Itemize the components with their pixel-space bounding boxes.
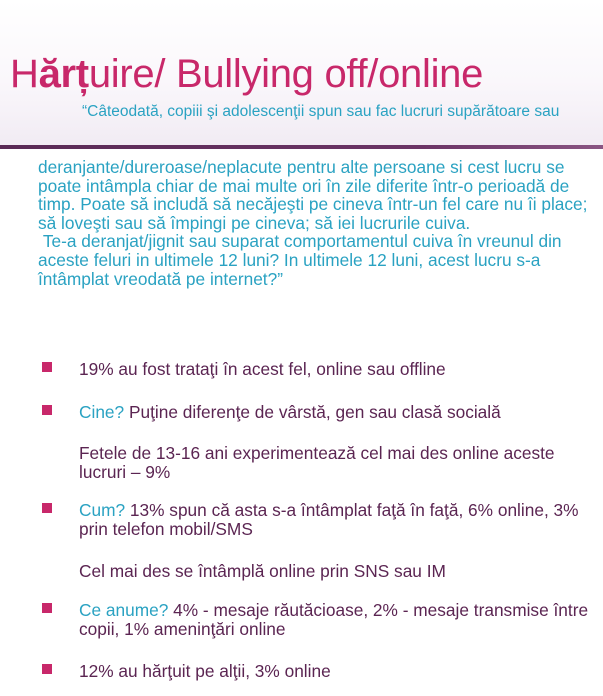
bullet-square-icon	[42, 362, 52, 372]
bullet-lead: Ce anume?	[79, 600, 169, 620]
bullet-square-icon	[42, 503, 52, 513]
title-bold-part: ărț	[38, 52, 89, 96]
bullet-text: 19% au fost trataţi în acest fel, online sau offline	[79, 359, 446, 379]
title-prefix: H	[10, 52, 39, 96]
bullet-text-container	[79, 501, 599, 538]
bullet-text: 12% au hărţuit pe alţii, 3% online	[79, 661, 331, 681]
bullet-lead: Cum?	[79, 500, 126, 520]
title-suffix: uire/ Bullying off/online	[88, 52, 484, 96]
header-divider	[0, 145, 603, 149]
bullet-lead: Cine?	[79, 402, 125, 422]
bullet-square-icon	[42, 405, 52, 415]
bullet-text-container	[79, 601, 599, 638]
survey-question-part-2: Te-a deranjat/jignit sau suparat comportamentul cuiva în vreunul din aceste feluri in ultimele 12 luni? In ultimele 12 luni, acest lucru s-a întâmplat vreodată pe internet?”	[38, 231, 567, 289]
quote-intro: “Câteodată, copiii şi adolescenţii spun sau fac lucruri supărătoare sau	[82, 103, 560, 120]
bullet-square-icon	[42, 603, 52, 613]
bullet-text: Puţine diferenţe de vârstă, gen sau clasă socială	[124, 402, 501, 422]
sub-item-channels: Cel mai des se întâmplă online prin SNS sau IM	[79, 561, 446, 581]
page-title	[10, 52, 483, 97]
bullet-text: 13% spun că asta s-a întâmplat faţă în faţă, 6% online, 3% prin telefon mobil/SMS	[79, 500, 584, 539]
bullet-square-icon	[42, 664, 52, 674]
bullet-text: 4% - mesaje răutăcioase, 2% - mesaje transmise între copii, 1% ameninţări online	[79, 600, 593, 639]
survey-question	[38, 158, 598, 288]
bullet-text-container	[79, 403, 599, 422]
survey-question-part-1: deranjante/dureroase/neplacute pentru alte persoane si cest lucru se poate intâmpla chiar de mai multe ori în zile diferite într-o perioadă de timp. Poate să includă să necăjeşti pe cineva într-un fel care nu îi place; să loveşti sau să împingi pe cineva; să iei lucrurile cuiva.	[38, 157, 588, 233]
sub-item-girls: Fetele de 13-16 ani experimentează cel mai des online aceste lucruri – 9%	[79, 443, 555, 482]
